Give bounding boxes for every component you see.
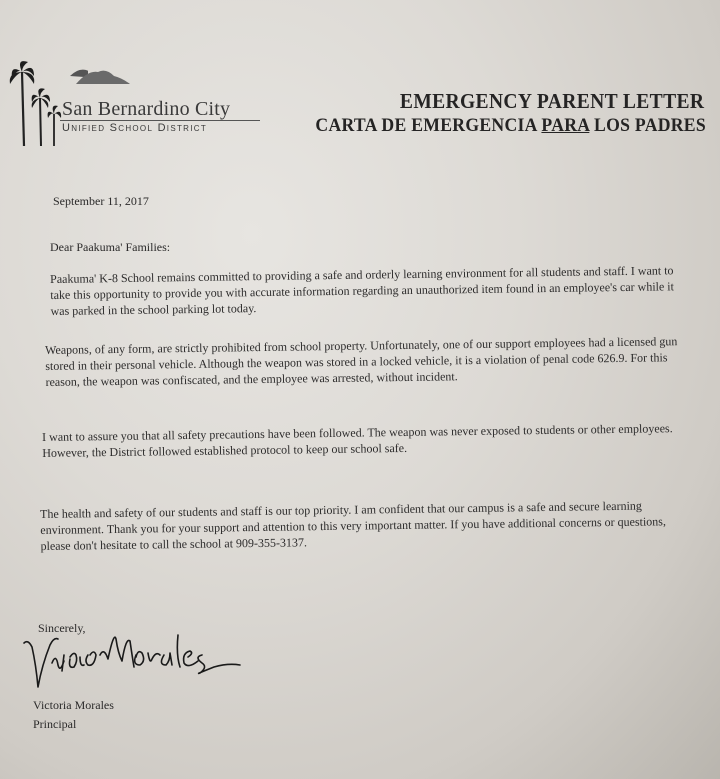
paragraph-2: Weapons, of any form, are strictly prohibited from school property. Unfortunately, one of our support employees had a licensed gun stored in their personal vehicle. Although the weapon was stored in a locked vehicle, it is a violation of penal code 626.9. For this reason, the weapon was confiscated, and the employee was arrested, without incident.	[45, 334, 678, 389]
district-subtitle: Unified School District	[62, 122, 208, 134]
signer-title: Principal	[33, 717, 77, 731]
paragraph-4: The health and safety of our students and staff is our top priority. I am confident that our campus is a safe and secure learning environment. Thank you for your support and attention to this very important matter. If you have additional concerns or questions, please don't hesitate to call the school at 909-355-3137.	[40, 498, 667, 553]
paragraph-1: Paakuma' K-8 School remains committed to providing a safe and orderly learning environment for all students and staff. I want to take this opportunity to provide you with accurate information regarding an unauthorized item found in an employee's car while it was parked in the school parking lot today.	[50, 263, 675, 318]
district-name: San Bernardino City	[62, 98, 231, 120]
handwritten-signature	[18, 625, 278, 695]
letter-title-spanish	[315, 115, 706, 137]
signer-name: Victoria Morales	[33, 698, 114, 712]
title-es-para: PARA	[541, 115, 590, 136]
letter-title-english: EMERGENCY PARENT LETTER	[399, 89, 704, 113]
salutation: Dear Paakuma' Families:	[50, 240, 171, 254]
mountain-icon	[74, 66, 134, 86]
title-es-prefix: CARTA DE EMERGENCIA	[315, 115, 542, 136]
letter-date: September 11, 2017	[53, 194, 149, 208]
paragraph-3: I want to assure you that all safety precautions have been followed. The weapon was never exposed to students or other employees. However, the District followed established protocol to keep our school safe.	[42, 421, 673, 460]
closing: Sincerely,	[38, 621, 86, 635]
district-divider	[60, 120, 260, 121]
title-es-suffix: LOS PADRES	[589, 115, 706, 136]
